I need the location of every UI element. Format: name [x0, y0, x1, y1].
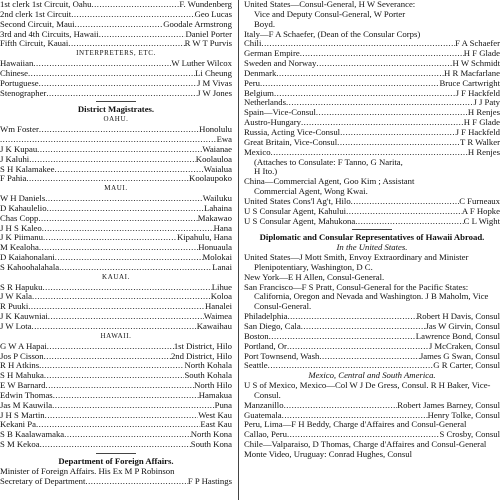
leader-dots [36, 420, 200, 430]
entry-name: German Empire [244, 49, 300, 59]
entry-value: H Renjes [467, 108, 500, 118]
entry-value: South Kona [190, 440, 232, 450]
entry-value: Honolulu [199, 125, 232, 135]
entry-value: Daniel Porter [185, 29, 232, 39]
entry-value: H F Glade [463, 118, 500, 128]
leader-dots [260, 79, 440, 89]
leader-dots [42, 224, 214, 234]
entry-row [0, 59, 232, 69]
entry-row [244, 352, 500, 362]
entry-row [0, 243, 232, 253]
entry-value: Goodale Armstrong [163, 19, 232, 29]
leader-dots [47, 342, 174, 352]
entry-name: Second Circuit, Maui [0, 19, 75, 29]
subheading-hawaii: HAWAII. [100, 331, 132, 340]
entry-value: Puna [214, 400, 232, 410]
entry-value: Li Cheung [195, 68, 232, 78]
entry-name: Great Britain, Vice-Consul [244, 137, 338, 147]
entry-value: Robert H Davis, Consul [416, 312, 500, 322]
entry-value: J McCraken, Consul [428, 341, 500, 351]
entry-name: J H S Kaleo [0, 223, 42, 233]
leader-dots [282, 411, 428, 421]
entry-row [0, 302, 232, 312]
left-column [0, 0, 232, 487]
entry-row [244, 411, 500, 421]
entry-row [0, 10, 232, 20]
entry-value: H Renjes [467, 147, 500, 157]
entry-row [0, 467, 232, 477]
leader-dots [55, 253, 203, 263]
subheading-kauai: KAUAI. [102, 272, 130, 281]
entry-name: Boston [244, 331, 269, 341]
entry-value: Koolauloa [195, 154, 232, 164]
entry-name: U S Consular Agent, Mahukona [244, 216, 356, 226]
entry-name: Spain—Vice-Consul [244, 108, 316, 118]
leader-dots [269, 332, 416, 342]
entry-row [244, 187, 500, 197]
entry-value: North Kona [190, 430, 232, 440]
entry-name: M Kealoha [0, 243, 39, 253]
entry-name: China—Commercial Agent, Goo Kim ; Assistant [244, 177, 415, 187]
entry-row [0, 89, 232, 99]
entry-name: Jas M Kauwila [0, 400, 53, 410]
leader-dots [301, 118, 464, 128]
leader-dots [39, 243, 198, 253]
entry-row [0, 69, 232, 79]
entry-name: D Kaiahonalani [0, 253, 55, 263]
entry-value: Honuaula [198, 243, 232, 253]
entry-value: East Kau [200, 420, 232, 430]
leader-dots [287, 430, 440, 440]
entry-row [244, 177, 500, 187]
entry-row [0, 420, 232, 430]
section-rule [96, 101, 136, 102]
entry-row [244, 158, 500, 168]
entry-name: Commercial Agent, Wong Kwai. [254, 187, 368, 197]
entry-row [244, 197, 500, 207]
leader-dots [26, 174, 189, 184]
entry-value: Wailuku [202, 194, 232, 204]
entry-name: United States—Consul-General, H W Severance: [244, 0, 416, 9]
entry-value: S Crosby, Consul [439, 430, 500, 440]
entry-value: Lawrence Bond, Consul [415, 331, 500, 341]
entry-name: Secretary of Department [0, 476, 86, 486]
entry-name: Edwin Thomas [0, 390, 53, 400]
entry-value: A F Hopke [461, 206, 500, 216]
entry-row [244, 49, 500, 59]
paragraph-entry: Chile—Valparaiso, D Thomas, Charge d'Affaires and Consul-General [244, 440, 487, 450]
entry-name: Manzanillo [244, 400, 284, 410]
entry-value: Bruce Cartwright [439, 78, 500, 88]
entry-value: Hanalei [204, 302, 232, 312]
entry-row [244, 69, 500, 79]
paragraph-entry: U S of Mexico, Mexico—Col W J De Gress, Consul. R H Baker, Vice-Consul. [244, 381, 491, 400]
entry-name: Port Townsend, Wash [244, 351, 320, 361]
entry-row [244, 39, 500, 49]
entry-value: J F Hackfeld [455, 127, 500, 137]
entry-name: Denmark [244, 68, 277, 78]
section-heading-diplomatic: Diplomatic and Consular Representatives of Hawaii Abroad. [259, 233, 485, 243]
entry-row [0, 174, 232, 184]
leader-dots [52, 401, 215, 411]
subheading-mexico: Mexico, Central and South America. [308, 371, 436, 381]
entry-name: Italy—F A Schaefer, (Dean of the Consular Corps) [244, 29, 421, 39]
entry-row [0, 381, 232, 391]
entry-row [244, 128, 500, 138]
leader-dots [355, 217, 463, 227]
entry-row [244, 430, 500, 440]
section-heading-interpreters: INTERPRETERS, ETC. [76, 49, 156, 58]
entry-row [244, 361, 500, 371]
entry-value: Waianae [202, 144, 232, 154]
leader-dots [261, 39, 455, 49]
leader-dots [287, 342, 429, 352]
entry-row [244, 10, 500, 20]
entry-row [0, 135, 232, 145]
leader-dots [40, 440, 191, 450]
entry-row [244, 342, 500, 352]
entry-row [0, 165, 232, 175]
entry-row [0, 125, 232, 135]
leader-dots [47, 204, 204, 214]
entry-value: J W Jones [197, 88, 232, 98]
entry-row [0, 477, 232, 487]
entry-name: S H Kalamakee [0, 164, 55, 174]
leader-dots [337, 138, 460, 148]
leader-dots [53, 391, 199, 401]
entry-name: 2nd clerk 1st Circuit [0, 9, 72, 19]
entry-value: Hamakua [198, 390, 232, 400]
entry-row [244, 30, 500, 40]
leader-dots [29, 155, 196, 165]
entry-row [0, 322, 232, 332]
entry-row [244, 138, 500, 148]
entry-row [244, 401, 500, 411]
entry-value: H R Macfarlane [444, 68, 500, 78]
entry-value: Lanai [212, 262, 232, 272]
subheading-maui: MAUI. [104, 184, 128, 193]
entry-value: Lihue [211, 282, 232, 292]
entry-name: Peru [244, 78, 260, 88]
entry-row [0, 440, 232, 450]
entry-row [244, 118, 500, 128]
entry-row [0, 214, 232, 224]
entry-row [244, 79, 500, 89]
entry-value: J J Paty [473, 98, 500, 108]
leader-dots [43, 233, 177, 243]
entry-row [0, 253, 232, 263]
leader-dots [45, 411, 199, 421]
leader-dots [59, 263, 212, 273]
entry-row [0, 194, 232, 204]
entry-value: Waialua [203, 164, 232, 174]
entry-value: Hana [213, 223, 232, 233]
entry-value: H F Glade [463, 49, 500, 59]
entry-row [244, 59, 500, 69]
entry-value: North Kohala [184, 361, 232, 371]
leader-dots [75, 20, 164, 30]
leader-dots [319, 352, 420, 362]
entry-row [0, 391, 232, 401]
column-divider [238, 0, 239, 500]
entry-name: Callao, Peru [244, 430, 287, 440]
entry-value: Koloa [210, 292, 232, 302]
entry-name: Portland, Or [244, 341, 287, 351]
entry-value: Makawao [197, 213, 232, 223]
entry-value: F P Hastings [187, 476, 232, 486]
leader-dots [42, 283, 211, 293]
leader-dots [268, 361, 434, 371]
entry-row [244, 207, 500, 217]
entry-name: S R Hapuku [0, 282, 43, 292]
entry-value: F. Wundenberg [179, 0, 232, 9]
entry-value: W Luther Wilcox [171, 59, 232, 69]
entry-row [244, 98, 500, 108]
entry-name: R H Atkins [0, 361, 40, 371]
entry-row [0, 30, 232, 40]
leader-dots [287, 312, 416, 322]
entry-row [0, 233, 232, 243]
entry-row [244, 148, 500, 158]
section-heading-foreign-affairs: Department of Foreign Affairs. [58, 456, 174, 466]
leader-dots [38, 214, 197, 224]
entry-row [0, 79, 232, 89]
leader-dots [55, 165, 204, 175]
entry-row [244, 20, 500, 30]
entry-value: South Kohala [184, 371, 232, 381]
entry-name: Netherlands [244, 98, 286, 108]
leader-dots [28, 69, 195, 79]
entry-name: S B Kaalawamaka [0, 430, 65, 440]
entry-name: J Kaluhi [0, 154, 30, 164]
leader-dots [39, 361, 184, 371]
leader-dots [39, 79, 197, 89]
leader-dots [48, 312, 204, 322]
entry-name: W H Daniels [0, 194, 46, 204]
entry-name: Jos P Cisson [0, 351, 44, 361]
leader-dots [276, 69, 444, 79]
entry-value: Ewa [216, 134, 232, 144]
leader-dots [37, 145, 202, 155]
subheading-oahu: OAHU. [103, 115, 129, 124]
entry-name: Boyd. [254, 19, 275, 29]
entry-row [0, 20, 232, 30]
entry-name: Minister of Foreign Affairs. His Ex M P Robinson [0, 466, 175, 476]
entry-name: E W Barnard [0, 381, 46, 391]
entry-value: J F Hackfeld [455, 88, 500, 98]
leader-dots [0, 135, 217, 145]
paragraph-entry: Peru, Lima—F H Beddy, Charge d'Affaires and Consul-General [244, 420, 467, 430]
entry-row [0, 204, 232, 214]
entry-name: Austro-Hungary [244, 118, 301, 128]
entry-row [0, 342, 232, 352]
entry-value: Jas W Girvin, Consul [425, 322, 500, 331]
entry-name: Philadelphia [244, 312, 288, 322]
entry-name: Russia, Acting Vice-Consul [244, 127, 341, 137]
leader-dots [300, 49, 464, 59]
entry-value: James G Swan, Consul [419, 351, 500, 361]
leader-dots [71, 10, 194, 20]
entry-row [0, 371, 232, 381]
leader-dots [271, 148, 468, 158]
entry-row [0, 430, 232, 440]
entry-row [0, 283, 232, 293]
entry-name: Chinese [0, 68, 28, 78]
entry-row [244, 0, 500, 10]
leader-dots [68, 39, 184, 49]
entry-row [0, 155, 232, 165]
leader-dots [28, 302, 205, 312]
leader-dots [346, 207, 462, 217]
entry-value: T R Walker [460, 137, 500, 147]
entry-name: Fifth Circuit, Kauai [0, 39, 69, 49]
entry-name: (Attaches to Consulate: F Tanno, G Narita, [254, 157, 403, 167]
entry-name: Stenographer [0, 88, 47, 98]
paragraph-entry: United States—J Mott Smith, Envoy Extraordinary and Minister Plenipotentiary, Washington, D C. [244, 253, 469, 272]
entry-name: Kekani Pa [0, 420, 36, 430]
entry-row [0, 312, 232, 322]
entry-row [244, 89, 500, 99]
entry-name: Portuguese [0, 78, 39, 88]
entry-name: Chili [244, 39, 262, 49]
leader-dots [44, 352, 171, 362]
leader-dots [46, 89, 197, 99]
entry-name: S M Kekoa [0, 440, 40, 450]
entry-name: H Ito.) [254, 167, 278, 177]
entry-row [244, 322, 500, 332]
entry-value: Koolaupoko [189, 174, 232, 184]
entry-row [244, 217, 500, 227]
entry-name: United States Cons'l Ag't, Hilo [244, 196, 351, 206]
leader-dots [284, 401, 398, 411]
paragraph-entry: New York—E H Allen, Consul-General. [244, 272, 385, 282]
leader-dots [45, 194, 203, 204]
leader-dots [33, 59, 171, 69]
paragraph-entry: San Francisco—F S Pratt, Consul-General for the Pacific States: California, Oregon and Nevada and Washington. J B Maholm, Vice Consul-General. [244, 282, 489, 312]
entry-row [0, 401, 232, 411]
entry-name: J W Lota [0, 322, 32, 331]
leader-dots [46, 381, 195, 391]
entry-value: J M Vivas [196, 78, 232, 88]
entry-value: F A Schaefer [455, 39, 500, 49]
entry-name: Guatemala [244, 410, 282, 420]
entry-name: Seattle [244, 361, 268, 371]
entry-value: Kawaihau [196, 322, 232, 331]
section-rule [96, 453, 136, 454]
leader-dots [286, 98, 473, 108]
entry-value: Kipahulu, Hana [176, 233, 232, 243]
entry-name: S Kahoohalahala [0, 262, 60, 272]
leader-dots [85, 477, 188, 487]
section-rule [352, 229, 392, 230]
entry-value: Henry Tolke, Consul [427, 410, 500, 420]
entry-value: Molokai [202, 253, 232, 263]
leader-dots [316, 108, 468, 118]
entry-row [0, 263, 232, 273]
entry-name: U S Consular Agent, Kahului [244, 206, 347, 216]
entry-value: C L Wight [463, 216, 500, 226]
entry-row [0, 0, 232, 10]
entry-name: J H S Martin [0, 410, 45, 420]
entry-name: 1st clerk 1st Circuit, Oahu [0, 0, 92, 9]
entry-name: Hawaiian [0, 59, 34, 69]
leader-dots [340, 128, 456, 138]
entry-value: C Furneaux [459, 196, 500, 206]
entry-name: Vice and Deputy Consul-General, W Porter [254, 9, 406, 19]
leader-dots [44, 371, 185, 381]
entry-row [0, 352, 232, 362]
entry-row [244, 312, 500, 322]
subheading-united-states: In the United States. [336, 243, 408, 253]
right-column [244, 0, 500, 460]
entry-name: J W Kala [0, 292, 33, 302]
entry-name: 3rd and 4th Circuits, Hawaii [0, 29, 99, 39]
entry-name: Chas Copp [0, 213, 39, 223]
entry-row [0, 292, 232, 302]
entry-row [0, 39, 232, 49]
leader-dots [64, 430, 191, 440]
entry-name: R Puuki [0, 302, 29, 312]
entry-name: J K Kauwniai [0, 312, 48, 322]
entry-value: 1st District, Hilo [173, 341, 232, 351]
entry-value: Waimea [203, 312, 232, 322]
entry-name: Wm Foster [0, 125, 39, 135]
leader-dots [91, 0, 179, 10]
entry-value: H W Schmidt [452, 59, 500, 69]
entry-name: Sweden and Norway [244, 59, 317, 69]
entry-value: North Hilo [194, 381, 232, 391]
leader-dots [351, 197, 460, 207]
entry-name: D Kahaulelio [0, 203, 47, 213]
leader-dots [274, 89, 456, 99]
section-heading-magistrates: District Magistrates. [77, 105, 155, 115]
entry-name: Belgium [244, 88, 274, 98]
entry-value: R W T Purvis [184, 39, 232, 49]
entry-value: G R Carter, Consul [433, 361, 500, 371]
entry-row [244, 108, 500, 118]
paragraph-entry: Monte Video, Uruguay: Conrad Hughes, Consul [244, 449, 412, 459]
leader-dots [316, 59, 452, 69]
entry-name: J K Kupau [0, 144, 38, 154]
entry-value: Robert James Barney, Consul [397, 400, 500, 410]
entry-name: Mexico [244, 147, 271, 157]
entry-value: West Kau [198, 410, 232, 420]
entry-row [0, 224, 232, 234]
entry-name: J K Piimanu [0, 233, 43, 243]
entry-value: 2nd District, Hilo [170, 351, 232, 361]
entry-name: G W A Hapai [0, 341, 47, 351]
entry-value: Lahaina [204, 203, 232, 213]
entry-name: San Diego, Cala [244, 322, 301, 331]
leader-dots [99, 30, 186, 40]
leader-dots [301, 322, 426, 332]
entry-name: S H Mahuka [0, 371, 44, 381]
entry-row [0, 145, 232, 155]
entry-name: F Pahia [0, 174, 27, 184]
entry-row [0, 411, 232, 421]
entry-row [244, 332, 500, 342]
entry-value: Geo Lucas [194, 9, 232, 19]
leader-dots [32, 292, 211, 302]
leader-dots [39, 125, 199, 135]
leader-dots [32, 322, 197, 332]
entry-row [244, 167, 500, 177]
entry-row [0, 361, 232, 371]
